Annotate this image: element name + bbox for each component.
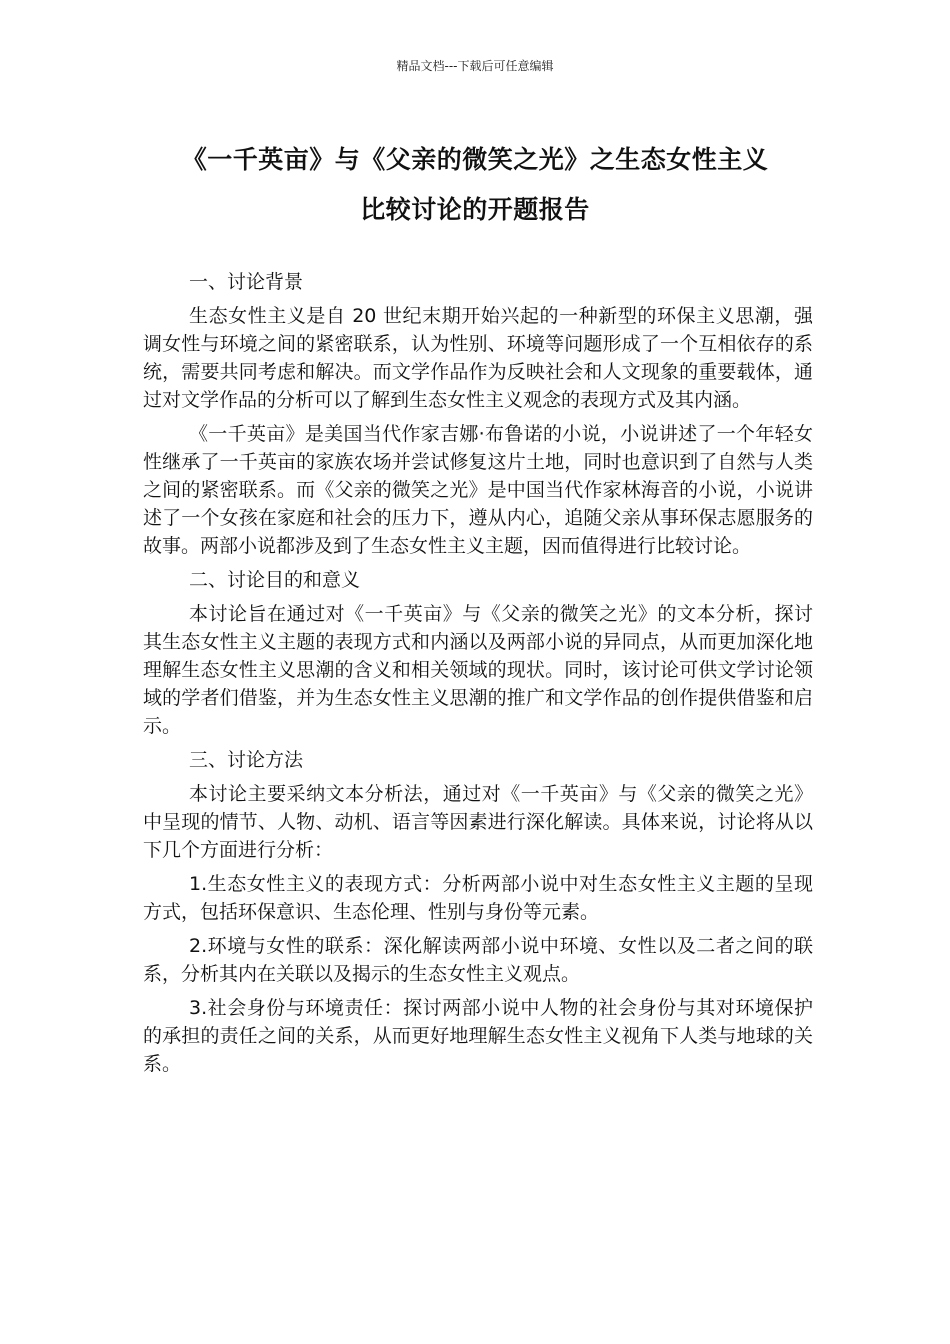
paragraph-method-intro: 本讨论主要采纳文本分析法，通过对《一千英亩》与《父亲的微笑之光》中呈现的情节、人物、动机、语言等因素进行深化解读。具体来说，讨论将从以下几个方面进行分析： (143, 783, 813, 861)
list-item-method-1: 1.生态女性主义的表现方式：分析两部小说中对生态女性主义主题的呈现方式，包括环保意识、生态伦理、性别与身份等元素。 (143, 873, 813, 923)
document-title (100, 135, 850, 235)
list-item-method-3: 3.社会身份与环境责任：探讨两部小说中人物的社会身份与其对环境保护的承担的责任之间的关系，从而更好地理解生态女性主义视角下人类与地球的关系。 (143, 997, 813, 1075)
paragraph-purpose: 本讨论旨在通过对《一千英亩》与《父亲的微笑之光》的文本分析，探讨其生态女性主义主题的表现方式和内涵以及两部小说的异同点，从而更加深化地理解生态女性主义思潮的含义和相关领域的现状。同时，该讨论可供文学讨论领域的学者们借鉴，并为生态女性主义思潮的推广和文学作品的创作提供借鉴和启示。 (143, 603, 813, 737)
list-item-method-2: 2.环境与女性的联系：深化解读两部小说中环境、女性以及二者之间的联系，分析其内在关联以及揭示的生态女性主义观点。 (143, 935, 813, 985)
section-heading-background: 一、讨论背景 (189, 271, 304, 293)
section-heading-method: 三、讨论方法 (189, 749, 304, 771)
document-body (143, 268, 813, 1084)
section-heading-purpose: 二、讨论目的和意义 (189, 569, 361, 591)
paragraph-background-1: 生态女性主义是自 20 世纪末期开始兴起的一种新型的环保主义思潮，强调女性与环境之间的紧密联系，认为性别、环境等问题形成了一个互相依存的系统，需要共同考虑和解决。而文学作品作为反映社会和人文现象的重要载体，通过对文学作品的分析可以了解到生态女性主义观念的表现方式及其内涵。 (143, 305, 813, 411)
page-header-note: 精品文档---下载后可任意编辑 (396, 59, 554, 73)
title-line-2: 比较讨论的开题报告 (360, 195, 590, 224)
paragraph-background-2: 《一千英亩》是美国当代作家吉娜·布鲁诺的小说，小说讲述了一个年轻女性继承了一千英亩的家族农场并尝试修复这片土地，同时也意识到了自然与人类之间的紧密联系。而《父亲的微笑之光》是中国当代作家林海音的小说，小说讲述了一个女孩在家庭和社会的压力下，遵从内心，追随父亲从事环保志愿服务的故事。两部小说都涉及到了生态女性主义主题，因而值得进行比较讨论。 (143, 423, 813, 557)
title-line-1: 《一千英亩》与《父亲的微笑之光》之生态女性主义 (181, 145, 769, 174)
